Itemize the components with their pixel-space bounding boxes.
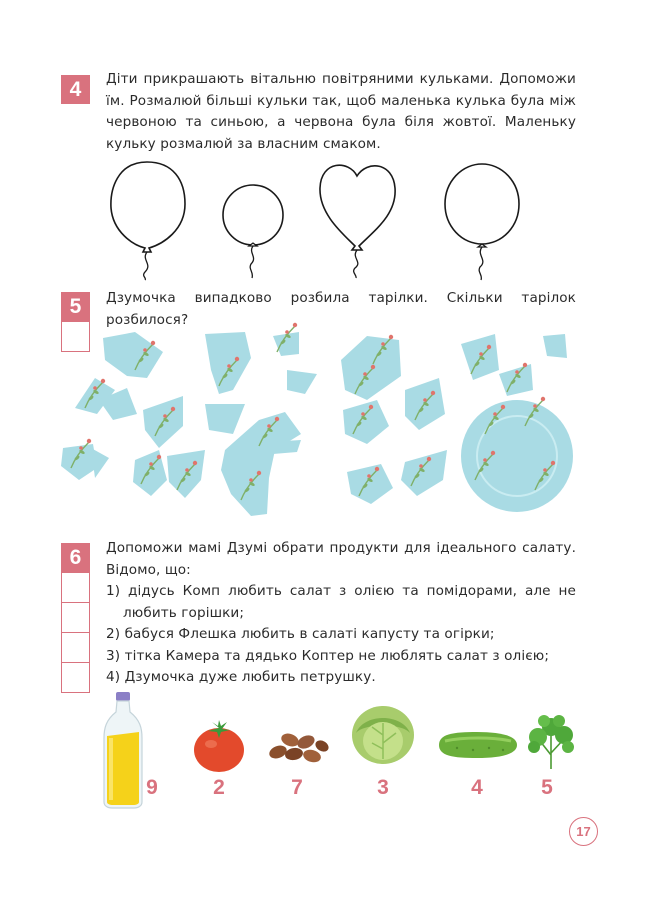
balloon-small-round[interactable] [218,185,288,280]
task-number-badge: 6 [61,543,90,572]
condition-item: 2) бабуся Флешка любить в салаті капусту та огірки; [106,626,495,642]
plate-shard [287,370,317,394]
cucumber-icon[interactable] [433,728,521,762]
task-6-intro: Допоможи мамі Дзумі обрати продукти для ідеального салату. Відомо, що: [106,540,576,578]
plate-shard [205,332,251,394]
plate-shard [143,396,183,448]
task-6-conditions [106,581,576,689]
plate-shard [343,400,389,444]
task-4-text [106,69,576,155]
plate-shard [61,439,97,480]
balloon-oval[interactable] [105,160,190,280]
plate-shard [461,334,499,380]
product-number: 2 [213,776,225,799]
product-number: 3 [377,776,389,799]
plate-shard [167,450,205,498]
product-number: 7 [291,776,303,799]
plate-shard [205,404,245,434]
whole-plate [461,397,573,512]
condition-item: 4) Дзумочка дуже любить петрушку. [106,669,376,685]
plate-shard [499,363,533,396]
plate-shard [133,450,167,496]
page-number: 17 [569,817,598,846]
product-number: 5 [541,776,553,799]
broken-plates-illustration [55,330,585,520]
task-number-badge: 5 [61,292,90,321]
task-5-text [106,288,576,331]
answer-box[interactable] [62,573,89,603]
answer-box[interactable] [62,663,89,692]
parsley-icon[interactable] [526,713,576,771]
plate-shard [543,334,567,358]
condition-item: 1) дідусь Комп любить салат з олією та помідорами, але не любить горішки; [106,583,576,621]
plate-shard [91,448,109,478]
plate-shard [269,440,301,454]
answer-box[interactable] [62,603,89,633]
plate-shard [401,450,447,496]
task-number-badge: 4 [61,75,90,104]
plate-shard [347,464,393,504]
nuts-icon[interactable] [268,726,330,766]
task-6-text [106,538,576,689]
plate-shard [341,335,401,400]
product-number: 9 [146,776,158,799]
answer-box[interactable] [62,633,89,663]
plate-shard [103,332,163,378]
tomato-icon[interactable] [192,718,246,774]
cabbage-icon[interactable] [350,703,416,767]
task-4-instructions: Діти прикрашають вітальню повітряними кульками. Допоможи їм. Розмалюй більші кульки так, щоб маленька кулька була між червоною та синьою, а червона була біля жовтої. Маленьку кульку розмалюй за власним смаком. [106,71,576,152]
plate-shard [405,378,445,430]
answer-boxes [61,572,90,693]
condition-item: 3) тітка Камера та дядько Коптер не люблять салат з олією; [106,647,550,664]
balloon-round[interactable] [440,162,525,280]
product-number: 4 [471,776,483,799]
balloon-heart[interactable] [315,158,400,278]
task-5-question: Дзумочка випадково розбила тарілки. Скільки тарілок розбилося? [106,290,576,328]
